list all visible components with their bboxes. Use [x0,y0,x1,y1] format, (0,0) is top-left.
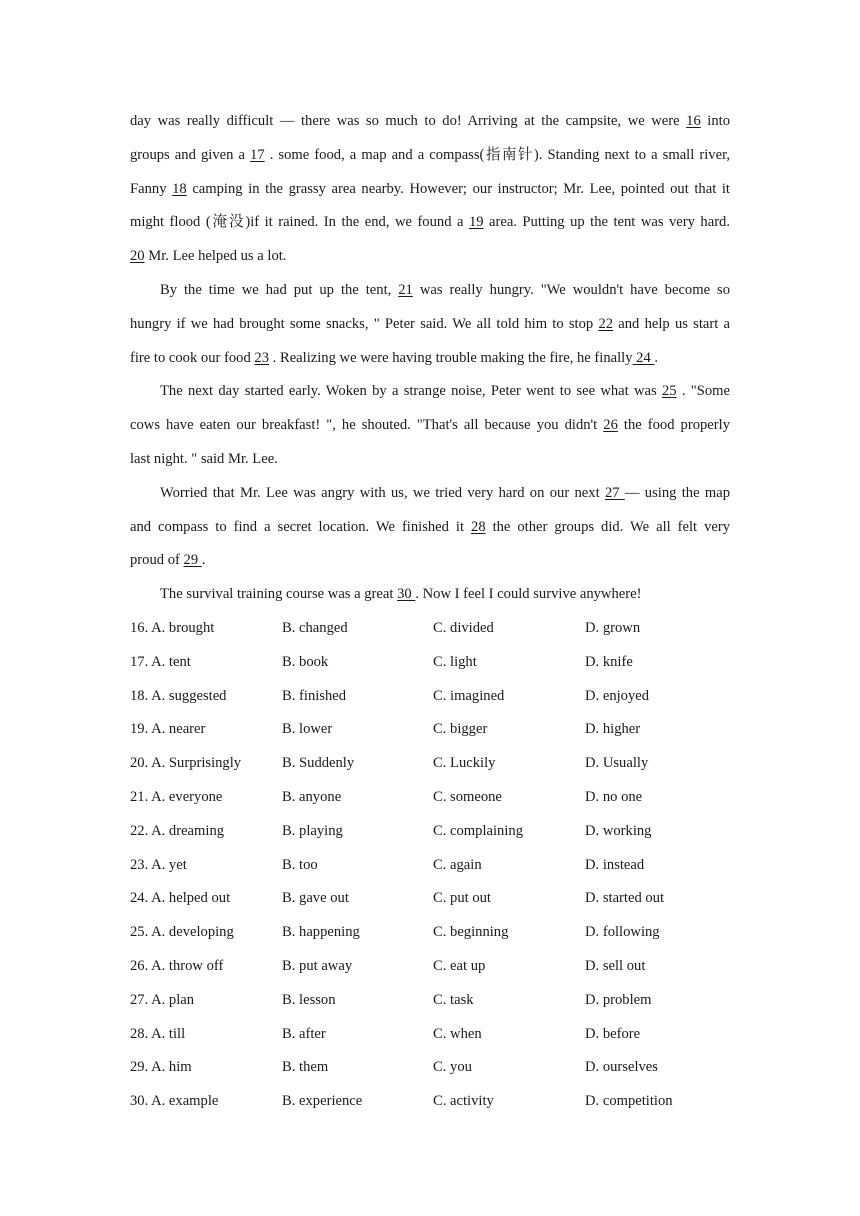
passage-text: and compass to find a secret location. We finished it [130,518,472,535]
passage-text: The next day started early. Woken by a strange noise, Peter went to see what was [160,383,662,400]
option-choice: B. lesson [282,991,336,1008]
option-row [130,1085,730,1119]
option-choice: 17. A. tent [130,653,191,670]
document-page [130,105,730,1119]
passage-text: . "Some [676,383,730,400]
blank-number: 21 [398,281,413,298]
passage-text: — using the map [624,484,731,501]
cloze-passage [130,105,730,612]
option-choice: D. before [585,1025,641,1042]
option-choice: D. working [585,822,652,839]
option-choice: C. beginning [433,924,509,941]
passage-text: . [201,552,206,569]
passage-text: The survival training course was a great [160,586,398,603]
passage-text: might flood (淹没)if it rained. In the end, we found a [130,214,469,231]
option-choice: B. after [282,1025,326,1042]
option-row [130,646,730,680]
option-choice: D. knife [585,653,633,670]
option-choice: B. Suddenly [282,755,355,772]
option-choice: C. imagined [433,687,505,704]
passage-text: camping in the grassy area nearby. However; our instructor; Mr. Lee, pointed out that it [186,180,730,197]
passage-text: fire to cook our food [130,349,255,366]
option-choice: C. put out [433,890,491,907]
option-choice: B. them [282,1059,329,1076]
option-row [130,950,730,984]
passage-line [130,443,730,477]
option-choice: C. task [433,991,474,1008]
option-choice: 30. A. example [130,1093,219,1110]
option-choice: D. following [585,924,660,941]
blank-number: 27 [604,484,625,501]
passage-text: . Realizing we were having trouble making the fire, he finally [269,349,633,366]
option-choice: D. enjoyed [585,687,650,704]
passage-line [130,139,730,173]
option-choice: 18. A. suggested [130,687,227,704]
option-choice: D. competition [585,1093,673,1110]
option-choice: D. grown [585,619,641,636]
option-choice: 22. A. dreaming [130,822,225,839]
option-choice: C. again [433,856,482,873]
option-choice: B. gave out [282,890,349,907]
option-row [130,882,730,916]
option-choice: C. divided [433,619,494,636]
option-choice: D. ourselves [585,1059,658,1076]
passage-text: groups and given a [130,146,251,163]
option-choice: B. anyone [282,788,342,805]
passage-text: the food properly [617,417,730,434]
option-choice: B. finished [282,687,347,704]
blank-number: 20 [130,248,145,265]
passage-line [130,578,730,612]
passage-line [130,240,730,274]
blank-number: 29 [183,552,202,569]
passage-line [130,477,730,511]
blank-number: 19 [468,214,484,231]
option-choice: B. experience [282,1093,363,1110]
passage-line [130,342,730,376]
blank-number: 26 [603,417,618,434]
option-row [130,747,730,781]
blank-number: 24 [632,349,655,366]
option-row [130,1018,730,1052]
option-row [130,781,730,815]
option-choice: C. someone [433,788,502,805]
passage-text: proud of [130,552,184,569]
option-choice: D. no one [585,788,643,805]
blank-number: 16 [686,113,701,129]
option-choice: D. problem [585,991,652,1008]
option-choice: 24. A. helped out [130,890,231,907]
option-choice: B. too [282,856,318,873]
answer-options [130,612,730,1119]
blank-number: 17 [250,146,265,163]
option-choice: C. light [433,653,477,670]
option-row [130,680,730,714]
passage-text: By the time we had put up the tent, [160,281,399,298]
passage-text: Fanny [130,180,173,197]
passage-text: area. Putting up the tent was very hard. [483,214,731,231]
option-choice: C. Luckily [433,755,496,772]
option-choice: D. Usually [585,755,649,772]
option-row [130,916,730,950]
option-row [130,984,730,1018]
option-row [130,713,730,747]
blank-number: 28 [471,518,486,535]
option-choice: C. when [433,1025,482,1042]
passage-text: . some food, a map and a compass(指南针). Standing next to a small river, [264,146,730,163]
option-choice: 25. A. developing [130,924,234,941]
passage-text: and help us start a [613,315,730,332]
blank-number: 22 [598,315,614,332]
option-choice: 23. A. yet [130,856,187,873]
option-row [130,1051,730,1085]
option-choice: 26. A. throw off [130,957,224,974]
passage-line [130,544,730,578]
passage-line [130,274,730,308]
blank-number: 25 [661,383,677,400]
passage-line [130,308,730,342]
option-choice: B. lower [282,721,333,738]
passage-text: last night. " said Mr. Lee. [130,450,278,467]
option-choice: D. sell out [585,957,646,974]
passage-line [130,173,730,207]
passage-text: . [654,349,659,366]
option-choice: C. activity [433,1093,494,1110]
option-choice: B. playing [282,822,343,839]
option-choice: B. put away [282,957,353,974]
option-choice: 19. A. nearer [130,721,206,738]
option-choice: 29. A. him [130,1059,192,1076]
option-row [130,612,730,646]
option-choice: B. changed [282,619,348,636]
option-choice: D. started out [585,890,665,907]
option-choice: C. complaining [433,822,523,839]
passage-line [130,375,730,409]
option-choice: B. book [282,653,329,670]
option-row [130,849,730,883]
option-choice: 16. A. brought [130,619,215,636]
option-choice: 20. A. Surprisingly [130,755,242,772]
blank-number: 23 [254,349,270,366]
option-choice: B. happening [282,924,360,941]
passage-text: day was really difficult — there was so much to do! Arriving at the campsite, we were [130,113,687,129]
blank-number: 30 [397,586,416,603]
passage-text: the other groups did. We all felt very [485,518,731,535]
option-choice: 28. A. till [130,1025,186,1042]
option-choice: C. eat up [433,957,486,974]
passage-text: into [700,113,730,129]
passage-text: was really hungry. "We wouldn't have become so [412,281,730,298]
option-choice: D. higher [585,721,641,738]
passage-line [130,105,730,139]
passage-line [130,206,730,240]
option-choice: C. you [433,1059,472,1076]
option-choice: D. instead [585,856,645,873]
option-choice: C. bigger [433,721,488,738]
passage-text: cows have eaten our breakfast! ", he shouted. "That's all because you didn't [130,417,604,434]
passage-text: . Now I feel I could survive anywhere! [415,586,642,603]
passage-text: hungry if we had brought some snacks, " Peter said. We all told him to stop [130,315,599,332]
option-choice: 27. A. plan [130,991,195,1008]
passage-line [130,511,730,545]
blank-number: 18 [172,180,187,197]
passage-line [130,409,730,443]
option-row [130,815,730,849]
passage-text: Mr. Lee helped us a lot. [144,248,287,265]
passage-text: Worried that Mr. Lee was angry with us, we tried very hard on our next [160,484,605,501]
option-choice: 21. A. everyone [130,788,223,805]
